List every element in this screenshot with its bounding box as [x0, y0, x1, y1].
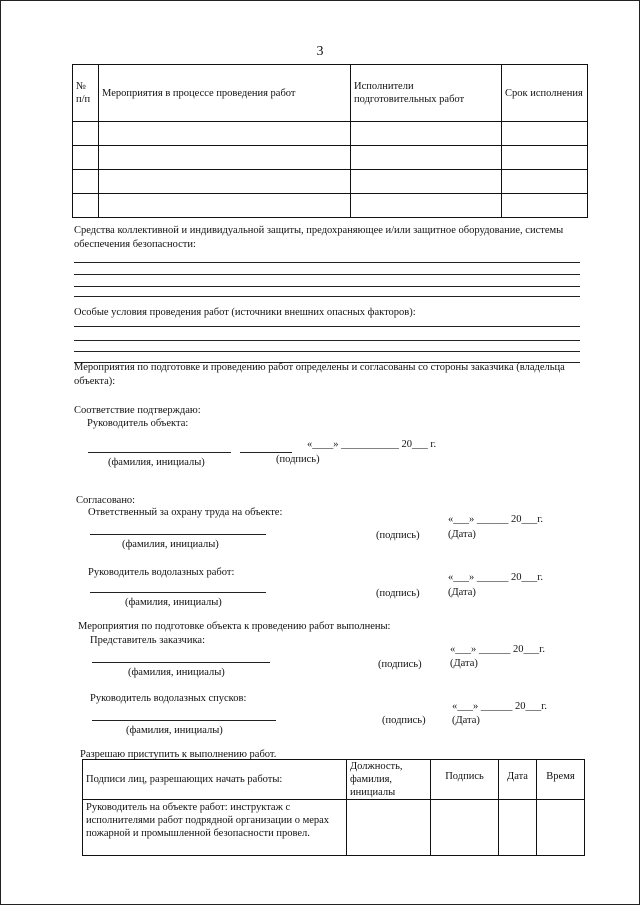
sign-caption: (подпись) — [376, 530, 420, 541]
permit-table-header — [83, 760, 585, 800]
page-number: 3 — [316, 44, 324, 59]
fill-line — [74, 274, 580, 275]
date-caption: (Дата) — [448, 587, 476, 598]
table-row — [73, 170, 588, 194]
date-template: «___» ______ 20___г. — [450, 644, 545, 655]
name-caption: (фамилия, инициалы) — [128, 667, 225, 678]
permit-row-text: Руководитель на объекте работ: инструктаж с исполнителями работ подрядной организации о мерах пожарной и промышленной безопасности провел. — [83, 800, 347, 856]
name-line — [92, 720, 276, 721]
agreed-title: Согласовано: — [76, 495, 136, 506]
name-caption: (фамилия, инициалы) — [126, 725, 223, 736]
header-signature: Подпись — [431, 760, 499, 800]
agreed-customer-text: Мероприятия по подготовке и проведению работ определены и согласованы со стороны заказчика (владельца объекта): — [74, 362, 565, 387]
date-template: «___» ______ 20___г. — [448, 572, 543, 583]
name-line — [92, 662, 270, 663]
fill-line — [74, 351, 580, 352]
header-activity: Мероприятия в процессе проведения работ — [99, 65, 351, 122]
works-table — [72, 64, 588, 218]
date-template: «___» ______ 20___г. — [448, 514, 543, 525]
header-executors: Исполнители подготовительных работ — [351, 65, 502, 122]
name-line — [90, 534, 266, 535]
table-row — [73, 122, 588, 146]
works-table-header — [73, 65, 588, 122]
table-row — [83, 800, 585, 856]
date-template: «___» ______ 20___г. — [452, 701, 547, 712]
header-deadline: Срок исполнения — [502, 65, 588, 122]
name-caption: (фамилия, инициалы) — [108, 457, 205, 468]
header-position: Должность, фамилия, инициалы — [347, 760, 431, 800]
sign-caption: (подпись) — [376, 588, 420, 599]
conditions-text: Особые условия проведения работ (источники внешних опасных факторов): — [74, 307, 416, 318]
permit-title: Разрешаю приступить к выполнению работ. — [80, 749, 277, 760]
sign-caption: (подпись) — [378, 659, 422, 670]
confirm-role: Руководитель объекта: — [87, 418, 189, 429]
name-caption: (фамилия, инициалы) — [122, 539, 219, 550]
protection-text: Средства коллективной и индивидуальной защиты, предохраняющее и/или защитное оборудование, системы обеспечения безопасности: — [74, 225, 564, 250]
date-caption: (Дата) — [450, 658, 478, 669]
name-line — [90, 592, 266, 593]
fill-line — [74, 340, 580, 341]
table-row — [73, 194, 588, 218]
fill-line — [74, 296, 580, 297]
header-signatures: Подписи лиц, разрешающих начать работы: — [83, 760, 347, 800]
name-caption: (фамилия, инициалы) — [125, 597, 222, 608]
date-caption: (Дата) — [448, 529, 476, 540]
fill-line — [74, 262, 580, 263]
done-role-1: Представитель заказчика: — [90, 635, 205, 646]
confirm-date: «____» ___________ 20___ г. — [307, 439, 437, 450]
table-row — [73, 146, 588, 170]
name-line — [88, 452, 231, 453]
sign-caption: (подпись) — [276, 454, 320, 465]
date-caption: (Дата) — [452, 715, 480, 726]
sign-caption: (подпись) — [382, 715, 426, 726]
done-role-2: Руководитель водолазных спусков: — [90, 693, 247, 704]
fill-line — [74, 326, 580, 327]
agreed-role-2: Руководитель водолазных работ: — [88, 567, 235, 578]
done-title: Мероприятия по подготовке объекта к проведению работ выполнены: — [78, 621, 391, 632]
header-num: № п/п — [73, 65, 99, 122]
fill-line — [74, 286, 580, 287]
header-time: Время — [537, 760, 585, 800]
agreed-role-1: Ответственный за охрану труда на объекте: — [88, 507, 283, 518]
permit-table — [82, 759, 585, 856]
confirm-title: Соответствие подтверждаю: — [74, 405, 201, 416]
header-date: Дата — [499, 760, 537, 800]
